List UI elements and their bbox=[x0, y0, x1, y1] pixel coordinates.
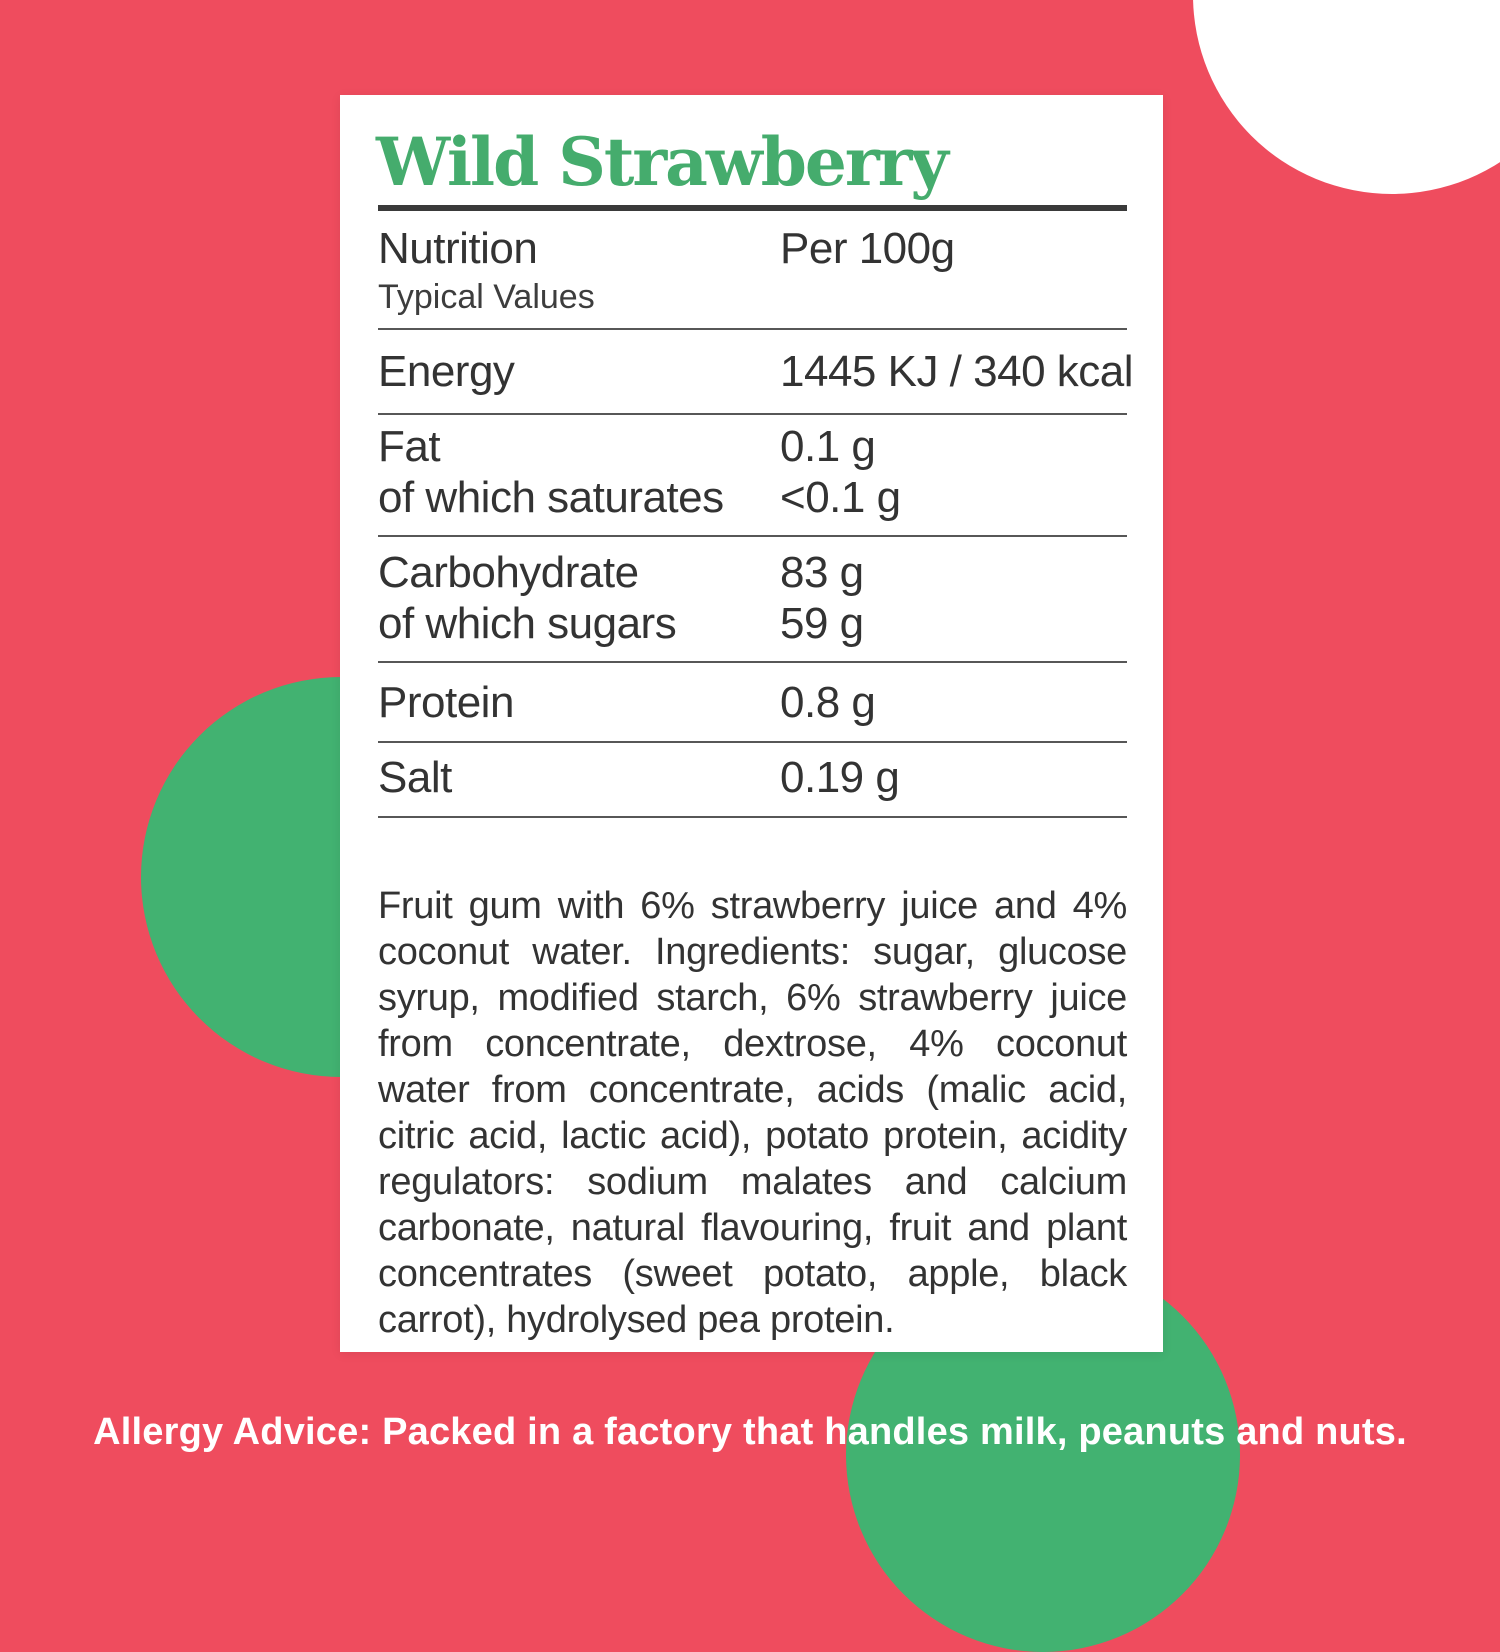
row-label: Fat bbox=[378, 422, 441, 471]
nutrition-label-card bbox=[340, 95, 1163, 1352]
row-value: 1445 KJ / 340 kcal bbox=[780, 347, 1134, 396]
flavour-title: Wild Strawberry bbox=[376, 123, 947, 201]
table-row-energy bbox=[378, 346, 1134, 397]
table-header-nutrition: Nutrition bbox=[378, 224, 538, 273]
row-divider bbox=[378, 741, 1127, 743]
table-row-salt bbox=[378, 752, 1127, 803]
row-divider bbox=[378, 328, 1127, 330]
table-header-per-100g: Per 100g bbox=[780, 224, 955, 273]
row-value: 0.19 g bbox=[780, 753, 900, 802]
table-header-row bbox=[378, 223, 1127, 274]
row-value: 83 g bbox=[780, 548, 864, 597]
row-divider bbox=[378, 535, 1127, 537]
ingredients-text: Fruit gum with 6% strawberry juice and 4% coconut water. Ingredients: sugar, glucose syrup, modified starch, 6% strawberry juice from concentrate, dextrose, 4% coconut water from concentrate, acids (malic acid, citric acid, lactic acid), potato protein, acidity regulators: sodium malates and calcium carbonate, natural flavouring, fruit and plant concentrates (sweet potato, apple, black carrot), hydrolysed pea protein. bbox=[378, 885, 1127, 1341]
decorative-circle-top-right bbox=[1193, 0, 1500, 194]
row-label: Protein bbox=[378, 678, 514, 727]
row-label: Salt bbox=[378, 753, 452, 802]
row-label: of which saturates bbox=[378, 473, 724, 522]
row-label: of which sugars bbox=[378, 599, 677, 648]
row-value: 0.8 g bbox=[780, 678, 876, 727]
row-label: Carbohydrate bbox=[378, 548, 639, 597]
title-divider bbox=[378, 205, 1127, 211]
row-label: Energy bbox=[378, 347, 515, 396]
allergy-advice-text: Allergy Advice: Packed in a factory that handles milk, peanuts and nuts. bbox=[93, 1411, 1407, 1453]
table-row-carbohydrate bbox=[378, 547, 1127, 649]
row-value: <0.1 g bbox=[780, 473, 901, 522]
row-value: 0.1 g bbox=[780, 422, 876, 471]
row-value: 59 g bbox=[780, 599, 864, 648]
typical-values-label: Typical Values bbox=[378, 278, 595, 316]
table-row-protein bbox=[378, 677, 1127, 728]
row-divider bbox=[378, 413, 1127, 415]
row-divider bbox=[378, 661, 1127, 663]
row-divider bbox=[378, 816, 1127, 818]
table-row-fat bbox=[378, 421, 1127, 523]
